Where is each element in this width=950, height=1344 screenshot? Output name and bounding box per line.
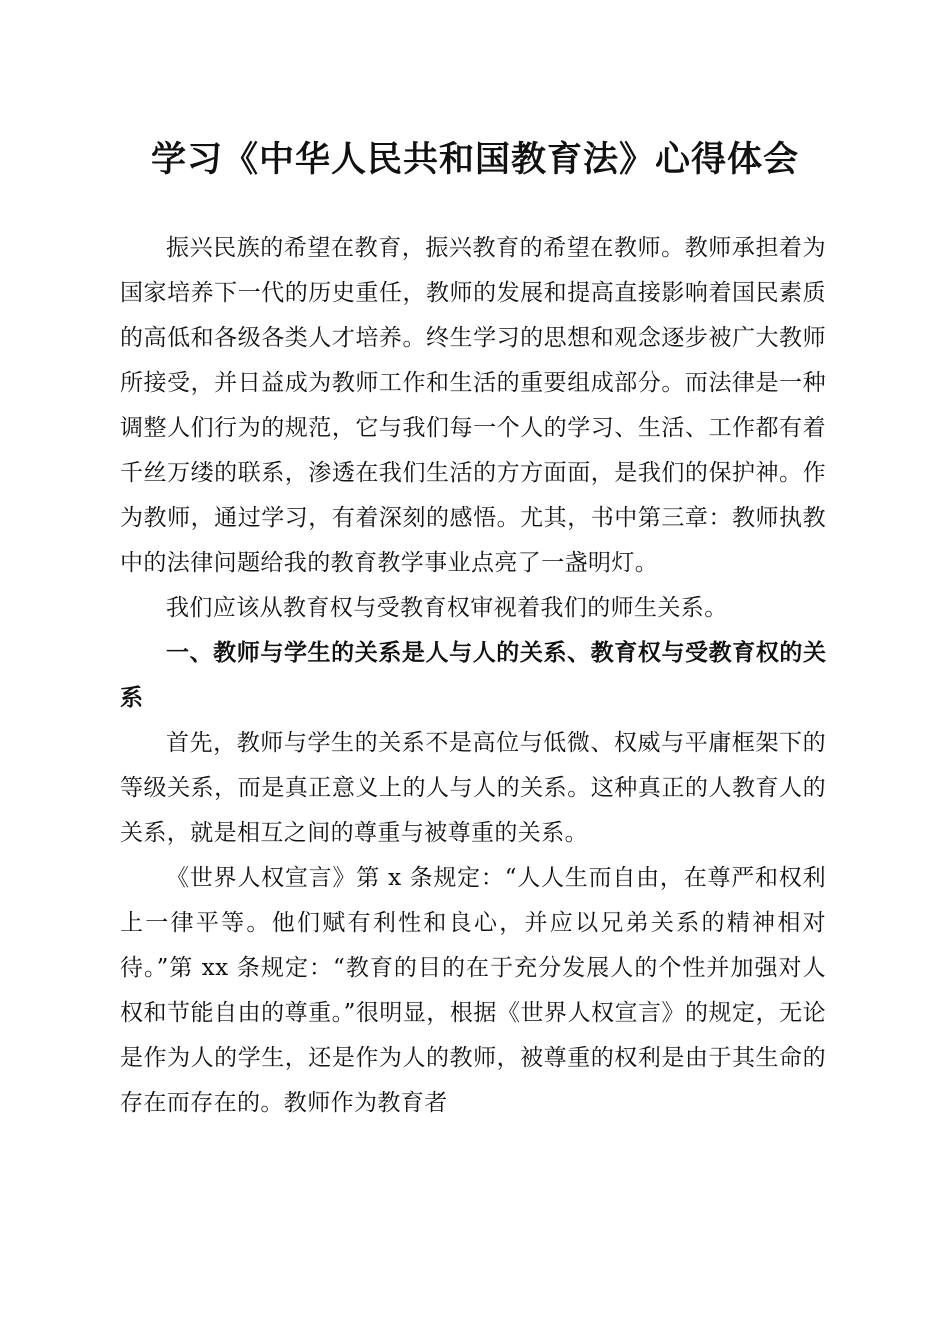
- thesis-paragraph: 我们应该从教育权与受教育权审视着我们的师生关系。: [166, 595, 728, 621]
- intro-paragraph: 振兴民族的希望在教育，振兴教育的希望在教师。教师承担着为国家培养下一代的历史重任，教师的发展和提高直接影响着国民素质的高低和各级各类人才培养。终生学习的思想和观念逐步被广大教师所接受，并日益成为教师工作和生活的重要组成部分。而法律是一种调整人们行为的规范，它与我们每一个人的学习、生活、工作都有着千丝万缕的联系，渗透在我们生活的方方面面，是我们的保护神。作为教师，通过学习，有着深刻的感悟。尤其，书中第三章：教师执教中的法律问题给我的教育教学事业点亮了一盏明灯。: [120, 235, 826, 576]
- section-1-paragraph-1: 首先，教师与学生的关系不是高位与低微、权威与平庸框架下的等级关系，而是真正意义上的人与人的关系。这种真正的人教育人的关系，就是相互之间的尊重与被尊重的关系。: [120, 730, 826, 846]
- section-1-paragraph-2: 《世界人权宣言》第 x 条规定：“人人生而自由，在尊严和权利上一律平等。他们赋有利性和良心，并应以兄弟关系的精神相对待。”第 xx 条规定：“教育的目的在于充分发展人的个性并加强对人权和节能自由的尊重。”很明显，根据《世界人权宣言》的规定，无论是作为人的学生，还是作为人的教师，被尊重的权利是由于其生命的存在而存在的。教师作为教育者: [120, 865, 826, 1116]
- document-title: 学习《中华人民共和国教育法》心得体会: [150, 139, 799, 180]
- document-body: [120, 226, 826, 1126]
- section-heading-1: 一、教师与学生的关系是人与人的关系、教育权与受教育权的关系: [120, 640, 826, 711]
